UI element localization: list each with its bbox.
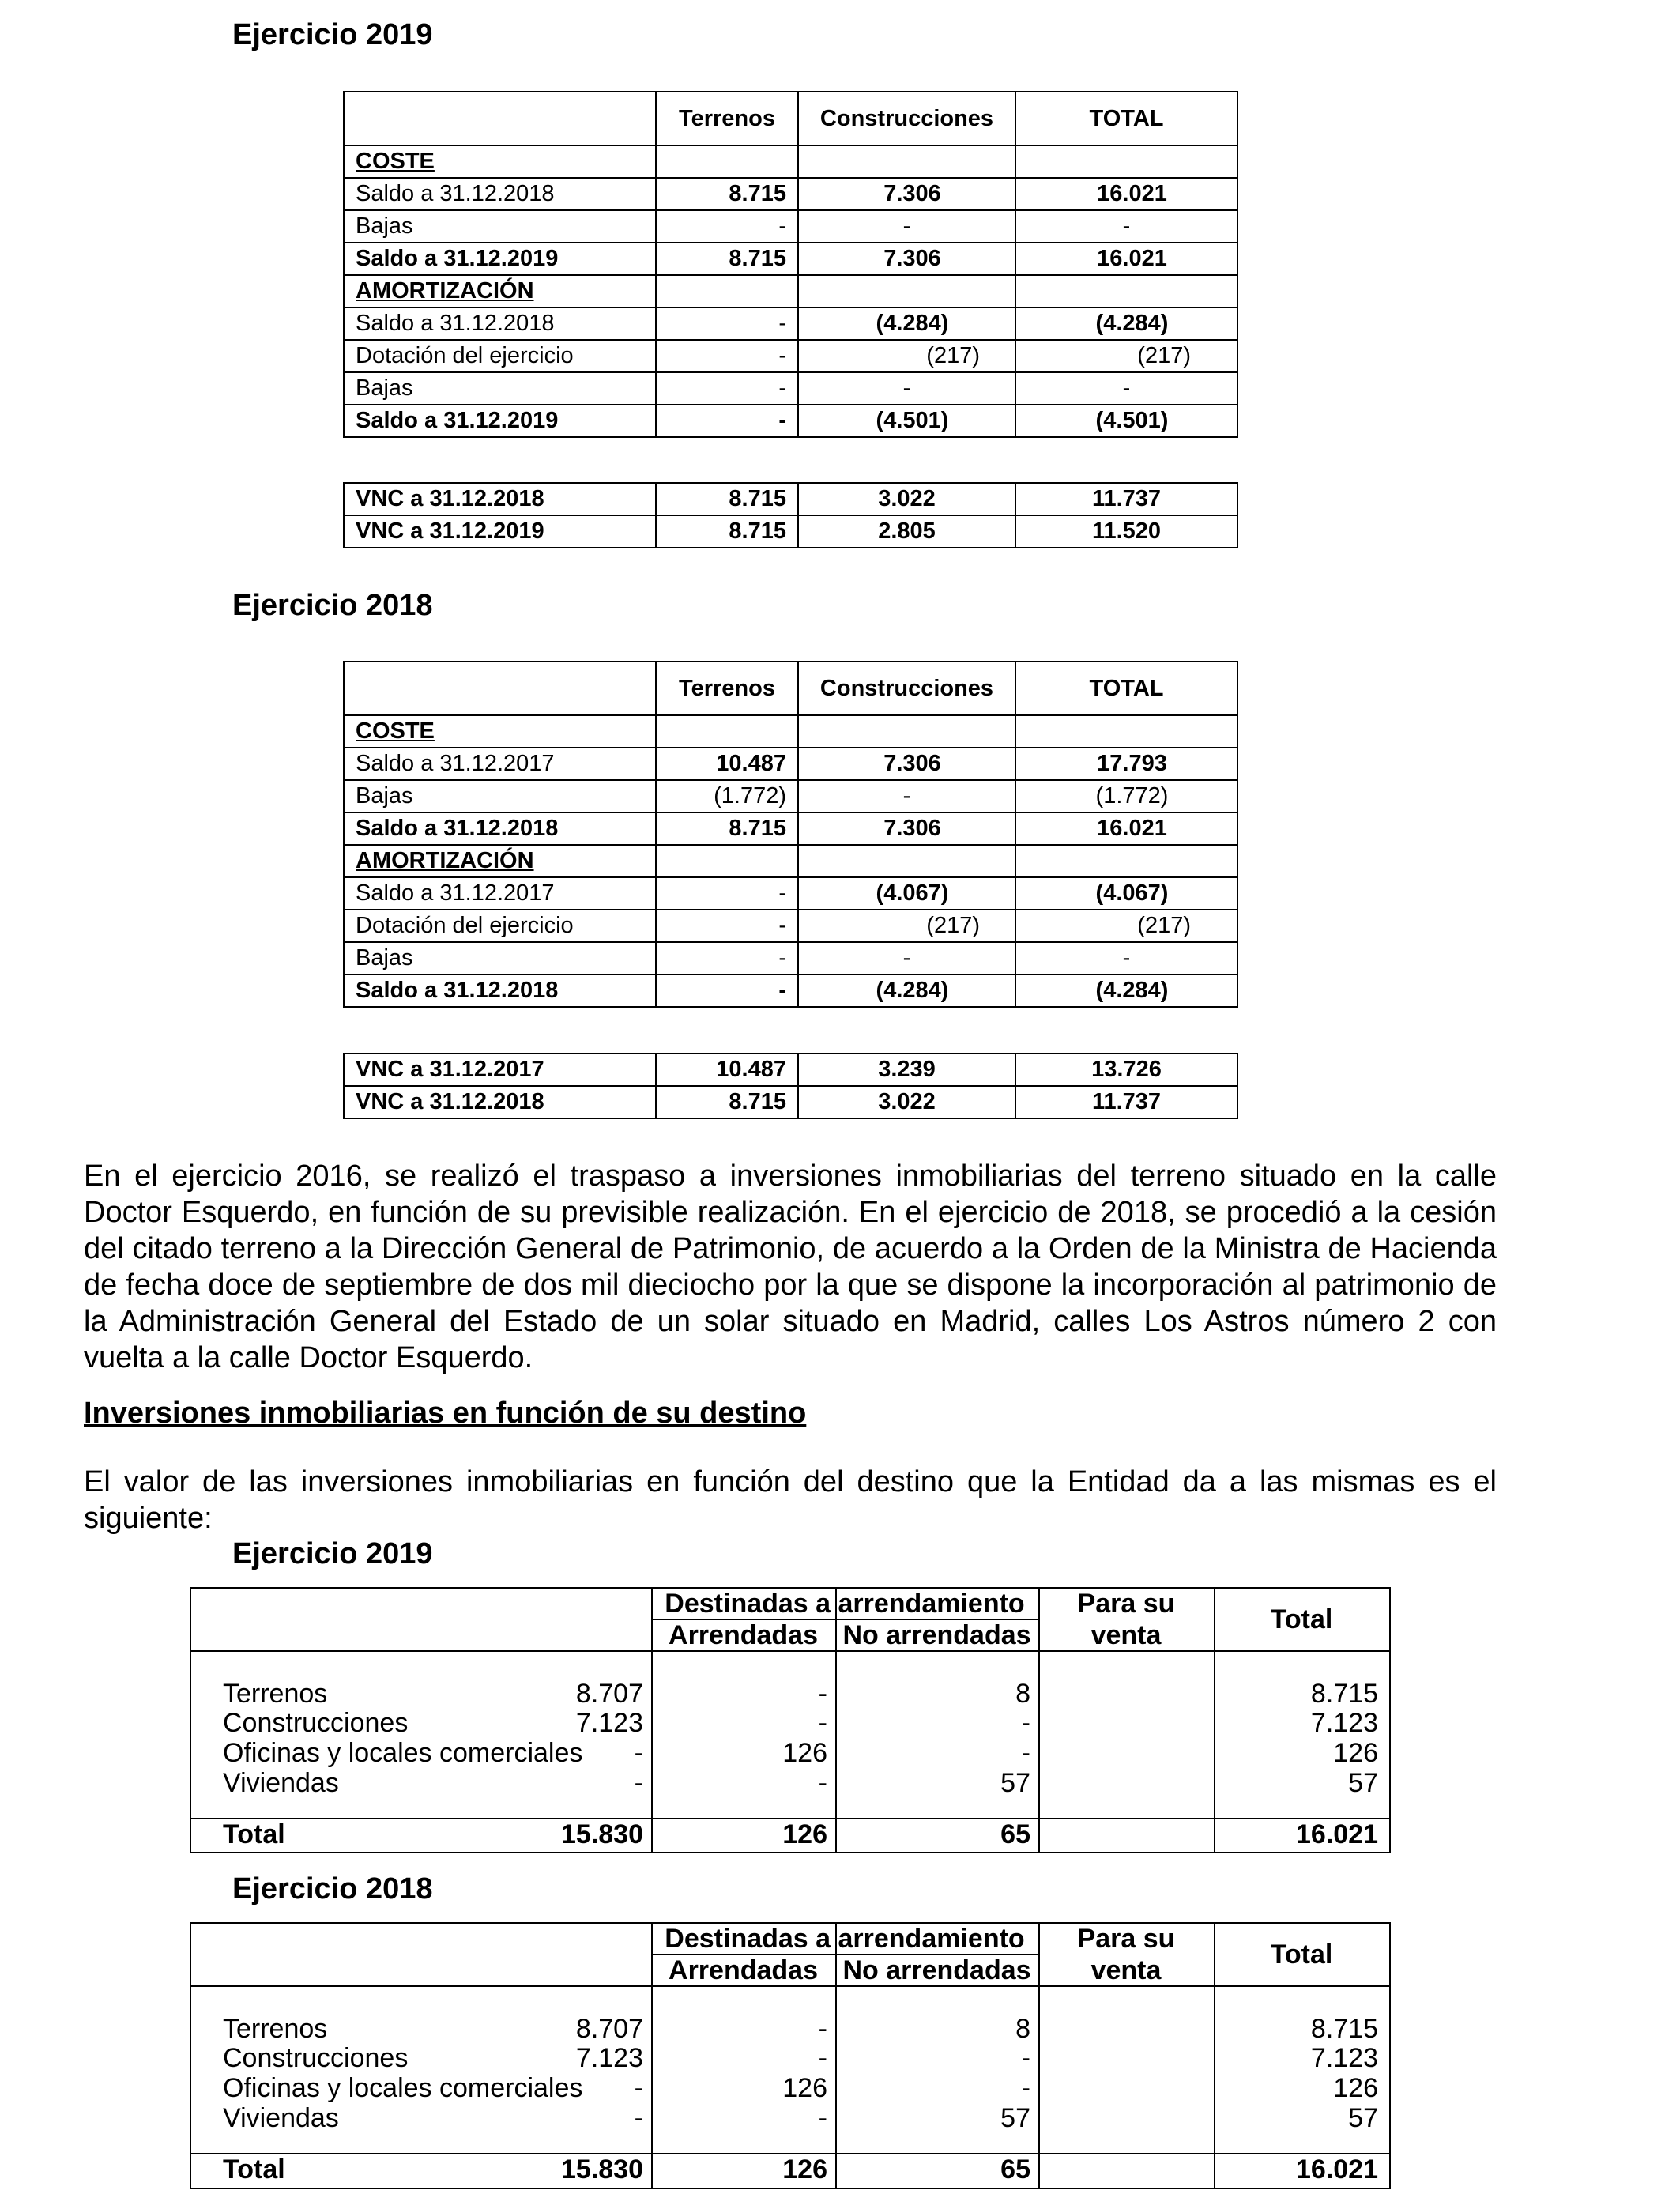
total-label: Total	[223, 2154, 285, 2185]
total-label: Total	[223, 1819, 285, 1849]
table-cell: -	[1021, 2043, 1030, 2073]
table-row	[344, 845, 1237, 877]
table-cell: (4.067)	[798, 877, 1015, 910]
table-cell: (217)	[798, 340, 1015, 372]
table-cell: 7.123	[1310, 1708, 1378, 1738]
table-cell: 17.793	[1015, 748, 1237, 780]
table-row	[344, 974, 1237, 1007]
table-cell: 8.715	[1310, 2014, 1378, 2044]
table-cell: 57	[1000, 2103, 1030, 2133]
table-cell: 8.715	[656, 812, 798, 845]
destino-table-2019	[190, 1587, 1391, 1853]
table-cell: -	[1015, 210, 1237, 243]
table-cell: 7.306	[798, 812, 1015, 845]
heading-destino-2018: Ejercicio 2018	[232, 1872, 433, 1906]
column-header-arrendadas: Arrendadas	[669, 1620, 818, 1650]
table-cell: -	[656, 210, 798, 243]
column-header-total: Total	[1270, 1604, 1333, 1634]
table-cell: (4.284)	[798, 974, 1015, 1007]
table-cell	[1015, 845, 1237, 877]
table-cell: -	[1021, 2073, 1030, 2103]
table-cell: 8.715	[656, 483, 798, 515]
header-divider	[191, 1985, 1389, 1987]
column-header-total: Total	[1270, 1940, 1333, 1970]
group-header: Destinadas a arrendamiento	[665, 1924, 1025, 1954]
row-label: Bajas	[344, 210, 656, 243]
total-cell: 65	[1000, 2154, 1030, 2185]
table-cell	[798, 145, 1015, 178]
row-label: AMORTIZACIÓN	[344, 275, 656, 307]
column-header: TOTAL	[1015, 662, 1237, 715]
heading-destino-2019: Ejercicio 2019	[232, 1537, 433, 1570]
column-header: Construcciones	[798, 662, 1015, 715]
row-label: Terrenos	[223, 2014, 328, 2044]
table-row	[344, 910, 1237, 942]
table-cell: -	[1015, 372, 1237, 405]
table-cell: 7.123	[575, 1708, 643, 1738]
table-cell: 126	[1333, 2073, 1378, 2103]
row-label: Viviendas	[223, 1768, 339, 1798]
table-cell: -	[818, 1768, 827, 1798]
table-cell	[656, 845, 798, 877]
table-cell: 8.707	[575, 1679, 643, 1709]
row-label: Saldo a 31.12.2017	[344, 748, 656, 780]
row-label: Oficinas y locales comerciales	[223, 2073, 583, 2103]
table-cell: -	[634, 2103, 643, 2133]
table-row	[344, 145, 1237, 178]
column-header: Terrenos	[656, 92, 798, 145]
row-label: COSTE	[344, 145, 656, 178]
table-cell: (1.772)	[656, 780, 798, 812]
table-cell: -	[656, 372, 798, 405]
row-label: Bajas	[344, 372, 656, 405]
table-cell: 7.123	[1310, 2043, 1378, 2073]
table-cell: -	[656, 405, 798, 437]
column-header-venta: venta	[1090, 1620, 1162, 1650]
row-label: Saldo a 31.12.2018	[344, 307, 656, 340]
table-row	[344, 483, 1237, 515]
table-cell: 3.239	[798, 1054, 1015, 1086]
table-cell	[798, 715, 1015, 748]
table-cell: -	[818, 1679, 827, 1709]
table-cell	[1015, 715, 1237, 748]
table-cell: -	[818, 1708, 827, 1738]
table-cell: 126	[1333, 1738, 1378, 1768]
table-cell: -	[656, 910, 798, 942]
row-label: Saldo a 31.12.2019	[344, 243, 656, 275]
table-cell: -	[634, 1738, 643, 1768]
table-cell: 16.021	[1015, 812, 1237, 845]
total-cell: 15.830	[561, 1819, 643, 1849]
table-cell	[1015, 145, 1237, 178]
movement-table-2019	[343, 91, 1238, 438]
table-cell: 10.487	[656, 748, 798, 780]
table-cell: 8.715	[1310, 1679, 1378, 1709]
table-cell	[798, 275, 1015, 307]
table-cell: 126	[782, 2073, 827, 2103]
table-cell: -	[818, 2043, 827, 2073]
table-cell: 11.737	[1015, 483, 1237, 515]
table-row	[344, 307, 1237, 340]
table-cell: 8.715	[656, 178, 798, 210]
table-cell: -	[634, 1768, 643, 1798]
table-cell: (4.284)	[1015, 974, 1237, 1007]
table-header	[344, 92, 1237, 145]
table-cell: -	[798, 780, 1015, 812]
row-label: Bajas	[344, 942, 656, 974]
subheading-destino: Inversiones inmobiliarias en función de su destino	[84, 1397, 807, 1430]
table-cell: 8.707	[575, 2014, 643, 2044]
table-cell: 8	[1015, 1679, 1030, 1709]
table-cell: 7.306	[798, 243, 1015, 275]
table-cell: 13.726	[1015, 1054, 1237, 1086]
table-cell: 8.715	[656, 1086, 798, 1118]
row-label: COSTE	[344, 715, 656, 748]
column-header-arrendadas: Arrendadas	[669, 1955, 818, 1985]
table-cell: 11.520	[1015, 515, 1237, 548]
total-cell: 65	[1000, 1819, 1030, 1849]
table-cell	[1015, 275, 1237, 307]
heading-ejercicio-2019: Ejercicio 2019	[232, 18, 433, 51]
row-label: VNC a 31.12.2019	[344, 515, 656, 548]
row-label: Oficinas y locales comerciales	[223, 1738, 583, 1768]
row-label: Construcciones	[223, 2043, 409, 2073]
table-cell: -	[656, 877, 798, 910]
table-cell: -	[656, 340, 798, 372]
column-header-venta: venta	[1090, 1955, 1162, 1985]
table-cell: -	[798, 210, 1015, 243]
column-header: TOTAL	[1015, 92, 1237, 145]
row-label: Terrenos	[223, 1679, 328, 1709]
table-row	[344, 1086, 1237, 1118]
row-label: Dotación del ejercicio	[344, 910, 656, 942]
table-cell: 126	[782, 1738, 827, 1768]
heading-ejercicio-2018: Ejercicio 2018	[232, 589, 433, 622]
table-cell: -	[798, 372, 1015, 405]
total-cell: 16.021	[1296, 1819, 1378, 1849]
column-header-no-arrendadas: No arrendadas	[842, 1955, 1031, 1985]
table-cell: (217)	[1015, 910, 1237, 942]
table-cell: 2.805	[798, 515, 1015, 548]
column-header: Terrenos	[656, 662, 798, 715]
table-row	[344, 877, 1237, 910]
table-cell: (217)	[1015, 340, 1237, 372]
row-label: VNC a 31.12.2018	[344, 483, 656, 515]
table-cell: (4.067)	[1015, 877, 1237, 910]
total-cell: 126	[782, 2154, 827, 2185]
table-row	[344, 1054, 1237, 1086]
table-row	[344, 515, 1237, 548]
table-row	[344, 372, 1237, 405]
table-cell: 3.022	[798, 1086, 1015, 1118]
table-row	[344, 780, 1237, 812]
column-header-venta: Para su	[1077, 1589, 1175, 1619]
table-cell: 57	[1348, 2103, 1378, 2133]
row-label: Saldo a 31.12.2019	[344, 405, 656, 437]
column-header-venta: Para su	[1077, 1924, 1175, 1954]
table-cell: 57	[1000, 1768, 1030, 1798]
total-cell: 16.021	[1296, 2154, 1378, 2185]
header-divider	[191, 1650, 1389, 1652]
table-row	[344, 243, 1237, 275]
row-label: VNC a 31.12.2018	[344, 1086, 656, 1118]
table-cell: (4.501)	[1015, 405, 1237, 437]
table-cell	[656, 275, 798, 307]
column-header: Construcciones	[798, 92, 1015, 145]
table-cell: 16.021	[1015, 178, 1237, 210]
table-cell: -	[818, 2014, 827, 2044]
table-cell: -	[798, 942, 1015, 974]
table-cell	[656, 145, 798, 178]
table-cell: -	[1021, 1708, 1030, 1738]
row-label: Dotación del ejercicio	[344, 340, 656, 372]
table-cell: -	[1021, 1738, 1030, 1768]
table-cell: (4.284)	[1015, 307, 1237, 340]
table-cell: 3.022	[798, 483, 1015, 515]
table-cell: (4.284)	[798, 307, 1015, 340]
table-cell: -	[656, 974, 798, 1007]
table-cell: -	[656, 942, 798, 974]
total-cell: 126	[782, 1819, 827, 1849]
movement-table-2018	[343, 661, 1238, 1008]
table-cell: -	[656, 307, 798, 340]
row-label: Saldo a 31.12.2017	[344, 877, 656, 910]
table-row	[344, 275, 1237, 307]
row-label: Construcciones	[223, 1708, 409, 1738]
table-cell: 11.737	[1015, 1086, 1237, 1118]
table-header	[344, 662, 1237, 715]
table-cell	[798, 845, 1015, 877]
paragraph-destino-intro: El valor de las inversiones inmobiliarias en función del destino que la Entidad da a las mismas es el siguiente:	[84, 1465, 1497, 1535]
total-cell: 15.830	[561, 2154, 643, 2185]
row-label: Saldo a 31.12.2018	[344, 178, 656, 210]
row-label: Bajas	[344, 780, 656, 812]
table-cell	[656, 715, 798, 748]
table-cell: (1.772)	[1015, 780, 1237, 812]
destino-table-2018	[190, 1922, 1391, 2189]
table-cell: 7.306	[798, 748, 1015, 780]
table-row	[344, 210, 1237, 243]
table-row	[344, 715, 1237, 748]
row-label: AMORTIZACIÓN	[344, 845, 656, 877]
vnc-table-2019	[343, 482, 1238, 548]
table-cell: -	[818, 2103, 827, 2133]
table-row	[344, 748, 1237, 780]
table-cell: (217)	[798, 910, 1015, 942]
table-cell: 10.487	[656, 1054, 798, 1086]
vnc-table-2018	[343, 1053, 1238, 1119]
group-header: Destinadas a arrendamiento	[665, 1589, 1025, 1619]
table-cell: 7.123	[575, 2043, 643, 2073]
table-row	[344, 178, 1237, 210]
table-cell: 8.715	[656, 515, 798, 548]
table-cell: 57	[1348, 1768, 1378, 1798]
row-label: Saldo a 31.12.2018	[344, 812, 656, 845]
table-cell: -	[1015, 942, 1237, 974]
table-cell: (4.501)	[798, 405, 1015, 437]
column-header-no-arrendadas: No arrendadas	[842, 1620, 1031, 1650]
table-row	[344, 812, 1237, 845]
table-cell: 7.306	[798, 178, 1015, 210]
row-label: Saldo a 31.12.2018	[344, 974, 656, 1007]
table-cell: 8.715	[656, 243, 798, 275]
table-row	[344, 340, 1237, 372]
table-cell: 8	[1015, 2014, 1030, 2044]
table-row	[344, 405, 1237, 437]
row-label: Viviendas	[223, 2103, 339, 2133]
table-cell: 16.021	[1015, 243, 1237, 275]
table-row	[344, 942, 1237, 974]
paragraph-traspaso: En el ejercicio 2016, se realizó el traspaso a inversiones inmobiliarias del terreno situado en la calle Doctor Esquerdo, en función de su previsible realización. En el ejercicio de 2018, se procedió a la cesión del citado terreno a la Dirección General de Patrimonio, de acuerdo a la Orden de la Ministra de Hacienda de fecha doce de septiembre de dos mil dieciocho por la que se dispone la incorporación al patrimonio de la Administración General del Estado de un solar situado en Madrid, calles Los Astros número 2 con vuelta a la calle Doctor Esquerdo.	[84, 1159, 1497, 1374]
table-cell: -	[634, 2073, 643, 2103]
row-label: VNC a 31.12.2017	[344, 1054, 656, 1086]
